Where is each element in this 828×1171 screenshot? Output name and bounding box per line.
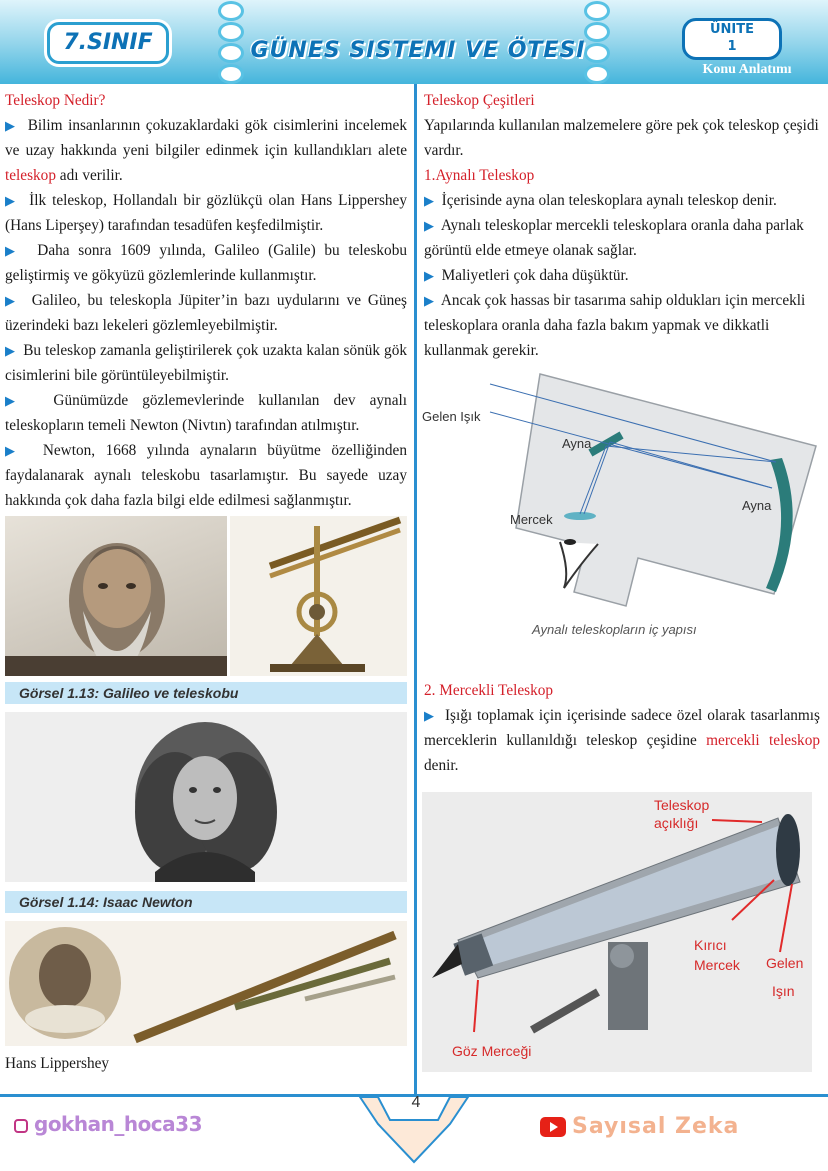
paragraph	[424, 263, 820, 288]
right-column	[424, 88, 820, 363]
paragraph-text: İçerisinde ayna olan teleskoplara aynalı teleskop denir.	[441, 192, 777, 209]
unit-label: ÜNITE	[709, 22, 755, 37]
figure-caption-lippershey: Hans Lippershey	[5, 1055, 110, 1072]
label-main-mirror: Ayna	[742, 498, 772, 513]
bullet-icon: ▶	[424, 293, 434, 308]
section-heading-types: Teleskop Çeşitleri	[424, 92, 535, 109]
paragraph	[5, 388, 407, 438]
paragraph-text: Günümüzde gözlemevlerinde kullanılan dev aynalı teleskopların temeli Newton (Nivtın) tarafından atılmıştır.	[5, 392, 407, 434]
left-column	[5, 88, 407, 513]
label-incoming-ray-line1: Gelen	[766, 955, 804, 971]
paragraph	[424, 213, 820, 263]
bullet-icon: ▶	[424, 218, 434, 233]
unit-badge	[682, 18, 782, 60]
paragraph	[5, 438, 407, 513]
bullet-icon: ▶	[5, 443, 22, 458]
bullet-icon: ▶	[5, 118, 17, 133]
paragraph	[5, 238, 407, 288]
grade-badge	[47, 22, 169, 64]
page-header	[0, 0, 828, 84]
paragraph-text: Işığı toplamak için içerisinde sadece özel olarak tasarlanmış merceklerin kullanıldığı teleskop çeşidine	[424, 707, 820, 749]
bullet-icon: ▶	[424, 193, 434, 208]
paragraph-text: denir.	[424, 757, 459, 774]
section-heading-telescope: Teleskop Nedir?	[5, 92, 106, 109]
bullet-icon: ▶	[424, 268, 434, 283]
subheading-refractor: 2. Mercekli Teleskop	[424, 682, 554, 699]
paragraph	[5, 188, 407, 238]
unit-number: 1	[727, 39, 737, 54]
label-aperture-line2: açıklığı	[654, 815, 699, 831]
label-small-mirror: Ayna	[562, 436, 592, 451]
galileo-portrait-icon	[5, 516, 227, 676]
bullet-icon: ▶	[424, 708, 436, 723]
paragraph-text: Aynalı teleskoplar mercekli teleskoplara oranla daha parlak görüntü elde etmeye olanak sağlar.	[424, 217, 804, 259]
youtube-label: Sayısal Zeka	[572, 1114, 740, 1139]
paragraph: Yapılarında kullanılan malzemelere göre pek çok teleskop çeşidi vardır.	[424, 117, 819, 159]
label-objective-line2: Mercek	[694, 957, 740, 973]
page-footer	[0, 1094, 828, 1171]
galileo-telescope-photo	[230, 516, 407, 676]
paragraph-text: İlk teleskop, Hollandalı bir gözlükçü olan Hans Lippershey (Hans Liperşey) tarafından tesadüfen keşfedilmiştir.	[5, 192, 407, 234]
paragraph	[5, 113, 407, 188]
paragraph	[424, 188, 820, 213]
highlight-term: mercekli teleskop	[706, 732, 820, 749]
paragraph-text: adı verilir.	[55, 167, 123, 184]
reflector-telescope-diagram	[420, 362, 820, 662]
subheading-reflector: 1.Aynalı Teleskop	[424, 167, 535, 184]
figure-caption-newton: Görsel 1.14: Isaac Newton	[5, 891, 407, 913]
antique-telescope-icon	[230, 516, 407, 676]
bullet-icon: ▶	[5, 243, 20, 258]
paragraph-text: Galileo, bu teleskopla Jüpiter’in bazı uydularını ve Güneş üzerindeki bazı lekeleri gözlemleyebilmiştir.	[5, 292, 407, 334]
label-objective-line1: Kırıcı	[694, 937, 727, 953]
page-number: 4	[411, 1094, 421, 1111]
paragraph	[5, 338, 407, 388]
label-eyepiece: Göz Merceği	[452, 1043, 532, 1059]
bullet-icon: ▶	[5, 393, 26, 408]
header-subtitle: Konu Anlatımı	[702, 62, 792, 77]
bullet-icon: ▶	[5, 293, 19, 308]
galileo-portrait	[5, 516, 227, 676]
paragraph-text: Bu teleskop zamanla geliştirilerek çok uzakta kalan sönük gök cisimlerini bile görüntüleyebilmiştir.	[5, 342, 407, 384]
diagram-caption-reflector: Aynalı teleskopların iç yapısı	[532, 622, 697, 637]
label-incoming-ray-line2: Işın	[772, 983, 795, 999]
bullet-icon: ▶	[5, 193, 18, 208]
newton-portrait-icon	[5, 712, 407, 882]
header-chain-left	[216, 0, 246, 84]
youtube-channel[interactable]	[540, 1114, 739, 1139]
lippershey-image	[5, 921, 407, 1046]
figure-caption-galileo: Görsel 1.13: Galileo ve teleskobu	[5, 682, 407, 704]
refractor-section	[424, 678, 820, 778]
instagram-handle[interactable]	[14, 1112, 202, 1136]
youtube-icon	[540, 1117, 566, 1137]
instagram-icon	[14, 1119, 28, 1133]
label-lens: Mercek	[510, 512, 553, 527]
paragraph	[424, 703, 820, 778]
newton-portrait	[5, 712, 407, 882]
label-aperture-line1: Teleskop	[654, 797, 710, 813]
page-title: GÜNES SISTEMI VE ÖTESI	[250, 38, 586, 63]
lippershey-telescope-icon	[5, 921, 407, 1046]
bullet-icon: ▶	[5, 343, 16, 358]
paragraph-text: Bilim insanlarının çokuzaklardaki gök cisimlerini incelemek ve uzay hakkında yeni bilgiler edinmek için kullandıkları alete	[5, 117, 407, 159]
paragraph-text: Daha sonra 1609 yılında, Galileo (Galile) bu teleskobu geliştirmiş ve gökyüzü gözlemlerinde kullanmıştır.	[5, 242, 407, 284]
paragraph-text: Newton, 1668 yılında aynaların büyütme özelliğinden faydalanarak aynalı teleskobu tasarlamıştır. Bu sayede uzay hakkında çok daha fazla bilgi elde edilmesi sağlanmıştır.	[5, 442, 407, 509]
label-incoming-light: Gelen Işık	[422, 409, 481, 424]
grade-label: 7.SINIF	[63, 30, 153, 55]
paragraph-text: Maliyetleri çok daha düşüktür.	[441, 267, 629, 284]
refractor-telescope-diagram	[422, 792, 812, 1072]
paragraph	[424, 288, 820, 363]
paragraph-text: Ancak çok hassas bir tasarıma sahip oldukları için mercekli teleskoplara oranla daha fazla bakım yapmak ve dikkatli kullanmak gerekir.	[424, 292, 806, 359]
instagram-label: gokhan_hoca33	[34, 1112, 202, 1136]
highlight-term: teleskop	[5, 167, 56, 184]
paragraph	[5, 288, 407, 338]
column-divider	[414, 84, 417, 1094]
